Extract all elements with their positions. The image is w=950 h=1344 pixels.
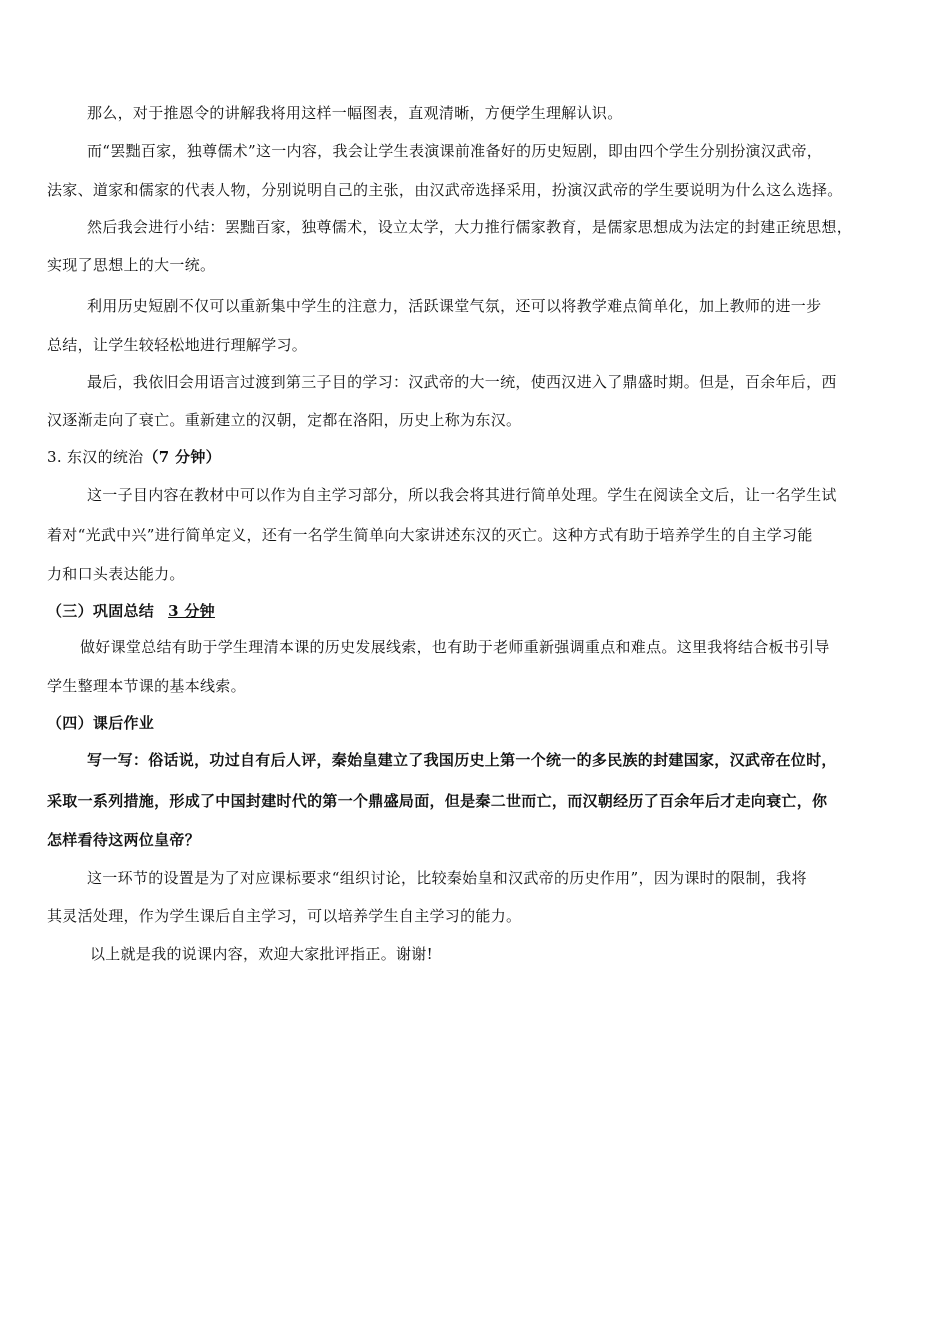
section-heading: （四）课后作业	[47, 714, 155, 732]
paragraph-line: 学生整理本节课的基本线索。	[47, 677, 246, 695]
section-heading	[47, 447, 221, 467]
paragraph-line: 实现了思想上的大一统。	[47, 256, 216, 274]
section-heading-text: 3. 东汉的统治	[47, 448, 144, 466]
paragraph-line: 利用历史短剧不仅可以重新集中学生的注意力，活跃课堂气氛，还可以将教学难点简单化，加上教师的进一步	[87, 297, 822, 315]
paragraph-line: 以上就是我的说课内容，欢迎大家批评指正。谢谢!	[90, 945, 433, 963]
paragraph-line: 总结，让学生较轻松地进行理解学习。	[47, 336, 308, 354]
paragraph-line: 采取一系列措施，形成了中国封建时代的第一个鼎盛局面，但是秦二世而亡，而汉朝经历了百余年后才走向衰亡，你	[47, 792, 828, 810]
paragraph-line: 力和口头表达能力。	[47, 565, 185, 583]
section-heading-text: （三）巩固总结	[47, 602, 155, 620]
paragraph-line: 最后，我依旧会用语言过渡到第三子目的学习：汉武帝的大一统，使西汉进入了鼎盛时期。但是，百余年后，西	[87, 373, 837, 391]
section-heading-time: （7 分钟）	[143, 448, 221, 466]
paragraph-line: 那么，对于推恩令的讲解我将用这样一幅图表，直观清晰，方便学生理解认识。	[87, 104, 623, 122]
paragraph-line: 写一写：俗话说，功过自有后人评，秦始皇建立了我国历史上第一个统一的多民族的封建国家，汉武帝在位时，	[87, 751, 837, 769]
paragraph-line: 这一子目内容在教材中可以作为自主学习部分，所以我会将其进行简单处理。学生在阅读全文后，让一名学生试	[87, 486, 837, 504]
paragraph-line: 法家、道家和儒家的代表人物，分别说明自己的主张，由汉武帝选择采用，扮演汉武帝的学生要说明为什么这么选择。	[47, 181, 843, 199]
paragraph-line: 而“罢黜百家，独尊儒术”这一内容，我会让学生表演课前准备好的历史短剧，即由四个学生分别扮演汉武帝，	[87, 142, 823, 160]
paragraph-line: 着对“光武中兴”进行简单定义，还有一名学生简单向大家讲述东汉的灭亡。这种方式有助于培养学生的自主学习能	[47, 526, 813, 544]
paragraph-line: 然后我会进行小结：罢黜百家，独尊儒术，设立太学，大力推行儒家教育，是儒家思想成为法定的封建正统思想，	[87, 218, 853, 236]
paragraph-line: 其灵活处理，作为学生课后自主学习，可以培养学生自主学习的能力。	[47, 907, 522, 925]
section-heading	[47, 601, 215, 621]
paragraph-line: 做好课堂总结有助于学生理清本课的历史发展线索，也有助于老师重新强调重点和难点。这里我将结合板书引导	[80, 638, 830, 656]
paragraph-line: 这一环节的设置是为了对应课标要求“组织讨论，比较秦始皇和汉武帝的历史作用”，因为课时的限制，我将	[87, 869, 807, 887]
paragraph-line: 怎样看待这两位皇帝？	[47, 831, 201, 849]
paragraph-line: 汉逐渐走向了衰亡。重新建立的汉朝，定都在洛阳，历史上称为东汉。	[47, 411, 522, 429]
section-heading-time: 3 分钟	[168, 602, 215, 620]
